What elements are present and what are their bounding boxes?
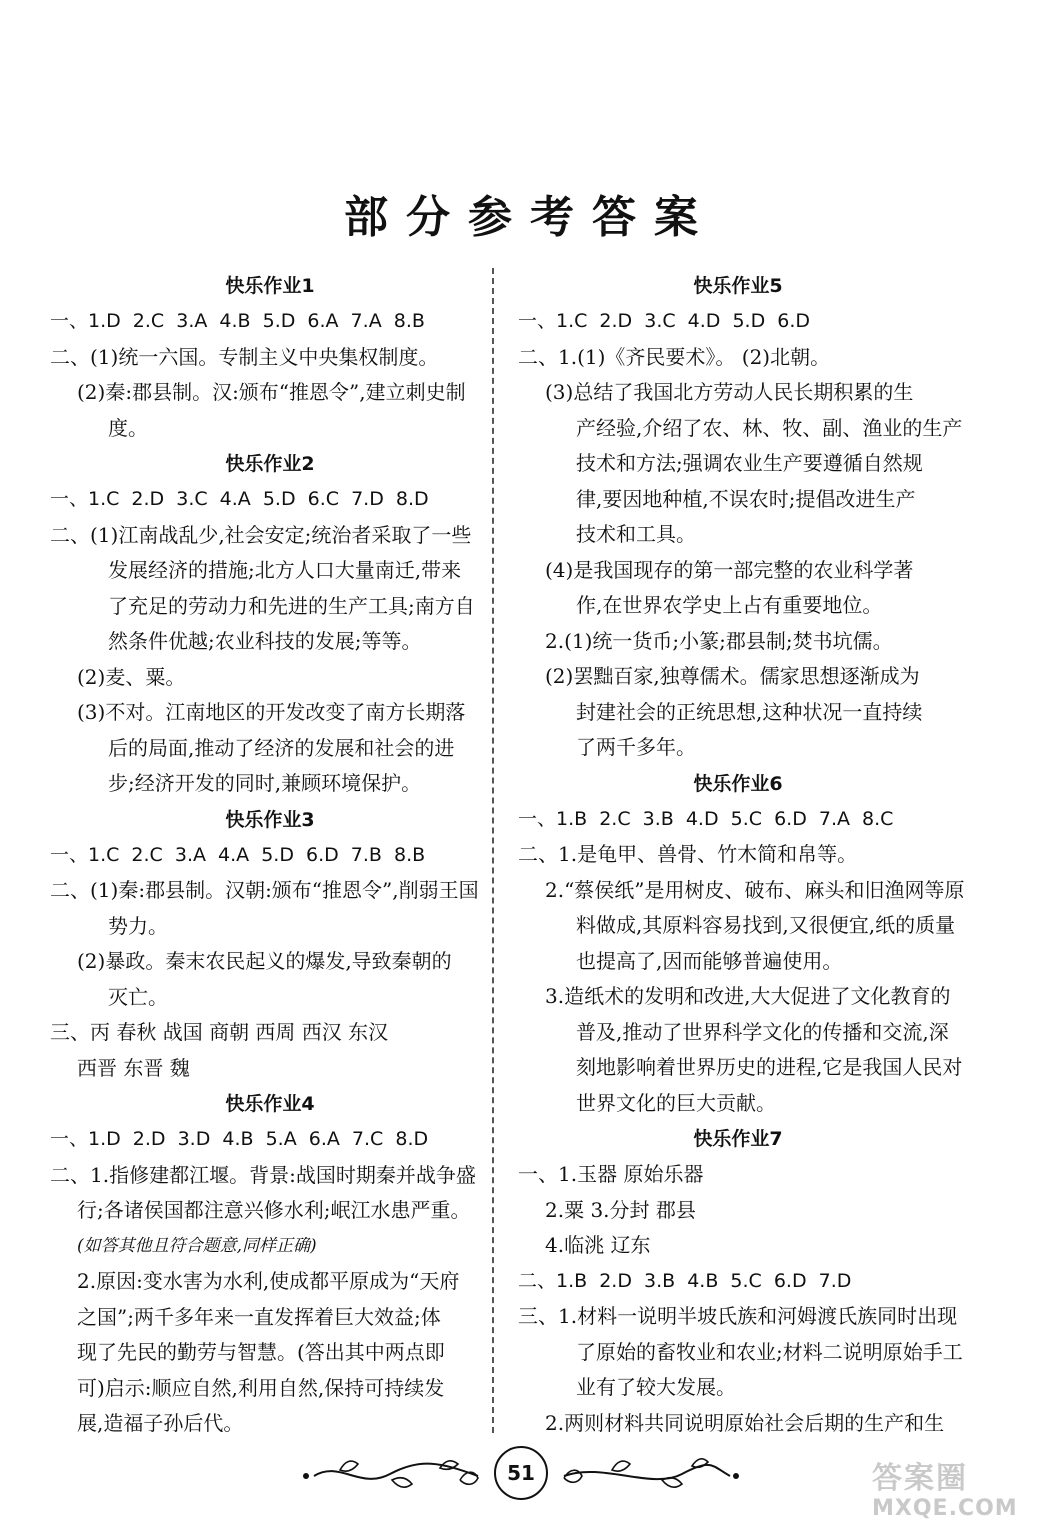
section-title: 快乐作业1	[225, 275, 315, 297]
answer-line: 行;各诸侯国都注意兴修水利;岷江水患严重。	[77, 1198, 471, 1222]
answer-line: 律,要因地种植,不误农时;提倡改进生产	[576, 486, 916, 511]
choice-answers-line: 一、1.C 2.D 3.C 4.A 5.D 6.C 7.D 8.D	[50, 488, 429, 510]
watermark	[872, 1462, 1032, 1526]
answer-line: 料做成,其原料容易找到,又很便宜,纸的质量	[576, 913, 956, 937]
watermark-logo-text: 答案圈	[872, 1461, 968, 1496]
answer-line: 二、(1)江南战乱少,社会安定;统治者采取了一些	[50, 522, 472, 547]
section-title: 快乐作业3	[225, 808, 315, 831]
answer-line: 封建社会的正统思想,这种状况一直持续	[576, 699, 923, 724]
answer-line: 现了先民的勤劳与智慧。(答出其中两点即	[77, 1340, 445, 1364]
answer-line: 灭亡。	[108, 984, 168, 1009]
answer-line: 产经验,介绍了农、林、牧、副、渔业的生产	[576, 415, 963, 440]
vine-ornament-icon	[562, 1450, 742, 1494]
answer-line: 2.两则材料共同说明原始社会后期的生产和生	[545, 1410, 945, 1435]
section-title: 快乐作业5	[693, 275, 783, 297]
left-column	[50, 268, 490, 1442]
answer-line: 2.(1)统一货币;小篆;郡县制;焚书坑儒。	[545, 628, 893, 653]
answer-line: 之国”;两千多年来一直发挥着巨大效益;体	[77, 1304, 441, 1329]
answer-line: 刻地影响着世界历史的进程,它是我国人民对	[576, 1055, 963, 1079]
vine-ornament-icon	[300, 1450, 480, 1494]
answer-line: (3)总结了我国北方劳动人民长期积累的生	[545, 380, 914, 404]
answer-line: (2)罢黜百家,独尊儒术。儒家思想逐渐成为	[545, 664, 920, 688]
answer-line: 然条件优越;农业科技的发展;等等。	[108, 629, 422, 653]
choice-answers-line: 一、1.C 2.C 3.A 4.A 5.D 6.D 7.B 8.B	[50, 843, 426, 866]
answer-line: 技术和方法;强调农业生产要遵循自然规	[576, 451, 923, 475]
answer-line: (2)麦、粟。	[77, 664, 186, 689]
answer-line: 普及,推动了世界科学文化的传播和交流,深	[576, 1019, 949, 1044]
right-column	[518, 268, 965, 1441]
answer-line: 二、1.(1)《齐民要术》。 (2)北朝。	[518, 344, 831, 369]
answer-line: 一、1.玉器 原始乐器	[518, 1162, 704, 1186]
answer-line: 2.原因:变水害为水利,使成都平原成为“天府	[77, 1269, 460, 1293]
answer-line: 二、1.是龟甲、兽骨、竹木简和帛等。	[518, 842, 858, 866]
answer-line: 展,造福子孙后代。	[77, 1411, 244, 1435]
answer-line: 技术和工具。	[576, 522, 696, 546]
column-divider	[492, 268, 494, 1433]
answer-line: 西晋 东晋 魏	[77, 1055, 190, 1080]
watermark-domain: MXQE.COM	[872, 1496, 1018, 1521]
answer-line: 二、(1)统一六国。专制主义中央集权制度。	[50, 344, 439, 369]
answer-line: (2)暴政。秦末农民起义的爆发,导致秦朝的	[77, 949, 452, 973]
answer-note: (如答其他且符合题意,同样正确)	[77, 1235, 317, 1256]
answer-line: 也提高了,因而能够普遍使用。	[576, 948, 843, 973]
answer-line: 了充足的劳动力和先进的生产工具;南方自	[108, 593, 475, 618]
answer-line: 度。	[108, 415, 148, 440]
answer-line: 二、1.指修建都江堰。背景:战国时期秦并战争盛	[50, 1162, 476, 1187]
page-title: 部分参考答案	[344, 192, 716, 243]
answer-line: (3)不对。江南地区的开发改变了南方长期落	[77, 700, 466, 724]
choice-answers-line: 一、1.D 2.D 3.D 4.B 5.A 6.A 7.C 8.D	[50, 1128, 429, 1150]
page-footer	[300, 1446, 742, 1506]
choice-answers-line: 二、1.B 2.D 3.B 4.B 5.C 6.D 7.D	[518, 1269, 852, 1292]
section-title: 快乐作业7	[693, 1128, 783, 1150]
answer-line: (2)秦:郡县制。汉:颁布“推恩令”,建立刺史制	[77, 380, 466, 404]
answer-line: 4.临洮 辽东	[545, 1233, 651, 1257]
section-title: 快乐作业2	[225, 453, 315, 475]
answer-line: 势力。	[108, 913, 168, 938]
answer-line: 后的局面,推动了经济的发展和社会的进	[108, 735, 455, 760]
page-number: 51	[494, 1446, 548, 1500]
answer-line: 二、(1)秦:郡县制。汉朝:颁布“推恩令”,削弱王国	[50, 878, 479, 902]
answer-line: 三、丙 春秋 战国 商朝 西周 西汉 东汉	[50, 1020, 389, 1044]
section-title: 快乐作业4	[225, 1093, 315, 1115]
answer-line: 可)启示:顺应自然,利用自然,保持可持续发	[77, 1375, 445, 1400]
choice-answers-line: 一、1.C 2.D 3.C 4.D 5.D 6.D	[518, 310, 811, 332]
answer-line: 作,在世界农学史上占有重要地位。	[576, 593, 883, 617]
choice-answers-line: 一、1.B 2.C 3.B 4.D 5.C 6.D 7.A 8.C	[518, 807, 894, 830]
answer-line: 三、1.材料一说明半坡氏族和河姆渡氏族同时出现	[518, 1304, 958, 1328]
answer-line: 了原始的畜牧业和农业;材料二说明原始手工	[576, 1339, 963, 1364]
answer-line: (4)是我国现存的第一部完整的农业科学著	[545, 557, 914, 582]
answer-line: 世界文化的巨大贡献。	[576, 1090, 776, 1115]
choice-answers-line: 一、1.D 2.C 3.A 4.B 5.D 6.A 7.A 8.B	[50, 310, 425, 332]
answer-line: 2.“蔡侯纸”是用树皮、破布、麻头和旧渔网等原	[545, 877, 965, 902]
answer-line: 步;经济开发的同时,兼顾环境保护。	[108, 771, 422, 795]
answer-line: 发展经济的措施;北方人口大量南迁,带来	[108, 558, 462, 582]
answer-line: 了两千多年。	[576, 735, 696, 759]
answer-line: 3.造纸术的发明和改进,大大促进了文化教育的	[545, 984, 951, 1008]
answer-line: 2.粟 3.分封 郡县	[545, 1197, 696, 1222]
section-title: 快乐作业6	[693, 772, 783, 795]
answer-line: 业有了较大发展。	[576, 1375, 736, 1399]
